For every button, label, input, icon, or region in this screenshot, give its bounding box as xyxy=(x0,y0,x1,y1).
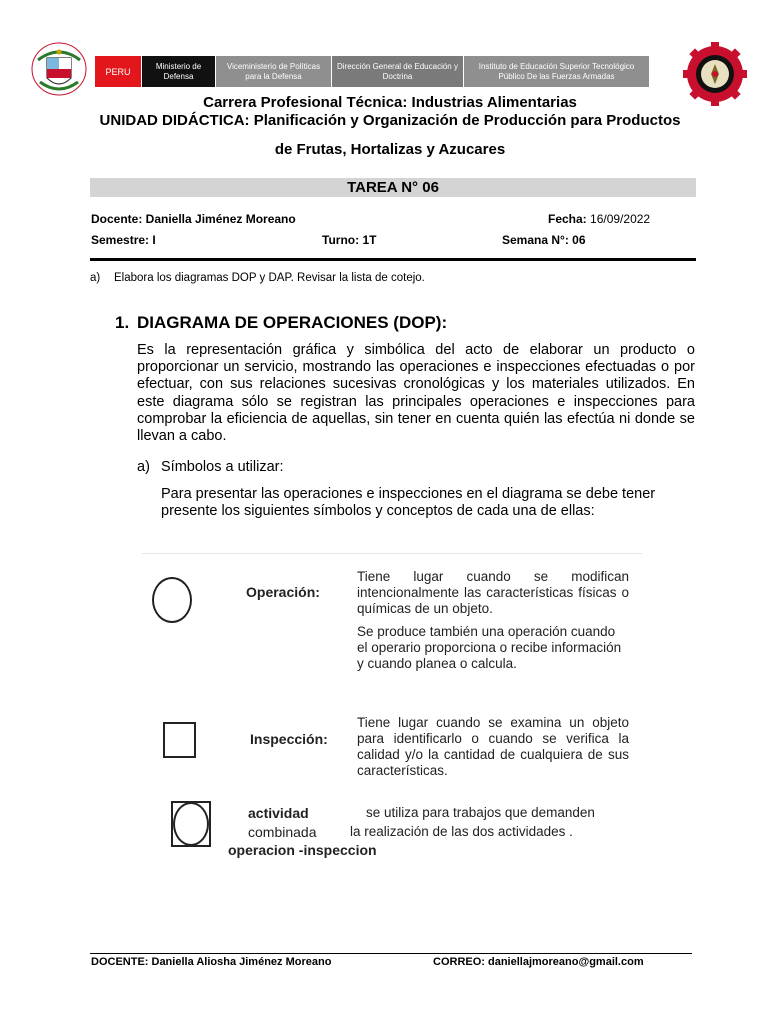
instruction-label: a) xyxy=(90,272,101,284)
header-peru: PERU xyxy=(95,56,141,87)
section-number: 1. xyxy=(115,313,130,332)
footer-correo: CORREO: daniellajmoreano@gmail.com xyxy=(433,956,644,968)
combined-activity-description-1: se utiliza para trabajos que demanden xyxy=(366,805,595,820)
header-instituto: Instituto de Educación Superior Tecnológico Público De las Fuerzas Armadas xyxy=(463,56,649,87)
course-title-block xyxy=(60,94,720,158)
semestre-info: Semestre: I xyxy=(91,233,156,247)
institution-header-bar xyxy=(95,56,655,87)
combined-activity-label-2: combinada xyxy=(248,824,317,840)
turno-info: Turno: 1T xyxy=(322,233,377,247)
operation-circle-icon xyxy=(152,577,192,623)
fecha-info: Fecha: 16/09/2022 xyxy=(548,212,651,226)
combined-activity-circle-icon xyxy=(173,802,209,846)
footer-divider xyxy=(90,953,692,954)
footer-docente: DOCENTE: Daniella Aliosha Jiménez Moreano xyxy=(91,956,332,968)
header-viceministerio: Viceministerio de Políticas para la Defensa xyxy=(215,56,331,87)
header-ministerio: Ministerio de Defensa xyxy=(141,56,215,87)
subsection-heading xyxy=(137,459,284,476)
instruction xyxy=(90,272,425,285)
unit-title-rest: : Planificación y Organización de Producción para Productos xyxy=(244,112,681,129)
subsection-paragraph: Para presentar las operaciones e inspecciones en el diagrama se debe tener presente los siguientes símbolos y conceptos de cada una de ellas: xyxy=(161,486,656,519)
inspection-square-icon xyxy=(163,722,196,758)
docente-info: Docente: Daniella Jiménez Moreano xyxy=(91,212,296,226)
combined-activity-description-2: la realización de las dos actividades . xyxy=(350,824,573,839)
header-divider xyxy=(90,258,696,261)
unit-title-prefix: UNIDAD DIDÁCTICA xyxy=(99,112,245,129)
unit-title xyxy=(60,112,720,129)
career-title: Carrera Profesional Técnica: Industrias Alimentarias xyxy=(203,94,577,111)
section-title: DIAGRAMA DE OPERACIONES (DOP): xyxy=(137,313,448,332)
task-number-banner: TAREA N° 06 xyxy=(90,178,696,197)
operation-description-2: Se produce también una operación cuando el operario proporciona o recibe información y cuando planea o calcula. xyxy=(357,624,622,671)
instruction-text: Elabora los diagramas DOP y DAP. Revisar la lista de cotejo. xyxy=(114,272,425,284)
combined-activity-label-3: operacion -inspeccion xyxy=(228,842,377,858)
operation-label: Operación: xyxy=(246,584,320,600)
subsection-title: Símbolos a utilizar: xyxy=(161,459,284,475)
section-paragraph: Es la representación gráfica y simbólica del acto de elaborar un producto o proporcionar un servicio, mostrando las operaciones e inspecciones efectuadas o por efectuar, con sus relaciones sucesivas cronológicas y los materiales utilizados. En este diagrama sólo se registran las principales operaciones e inspecciones para comprobar la eficiencia de aquellas, sin tener en cuenta quién las efectúa ni donde se llevan a cabo. xyxy=(137,342,695,445)
operation-description-1: Tiene lugar cuando se modifican intencionalmente las características físicas o químicas de un objeto. xyxy=(357,569,629,616)
semana-info: Semana N°: 06 xyxy=(502,233,586,247)
header-direccion: Dirección General de Educación y Doctrina xyxy=(331,56,463,87)
section-heading xyxy=(115,313,447,333)
combined-activity-label-1: actividad xyxy=(248,805,309,821)
unit-title-continued: de Frutas, Hortalizas y Azucares xyxy=(274,141,506,158)
inspection-description: Tiene lugar cuando se examina un objeto para identificarlo o cuando se verifica la calidad y/o la cantidad de cualquiera de sus características. xyxy=(357,715,629,778)
figure-top-line xyxy=(142,553,642,554)
republica-peru-shield-icon xyxy=(30,38,88,98)
inspection-label: Inspección: xyxy=(250,731,328,747)
subsection-label: a) xyxy=(137,459,150,475)
